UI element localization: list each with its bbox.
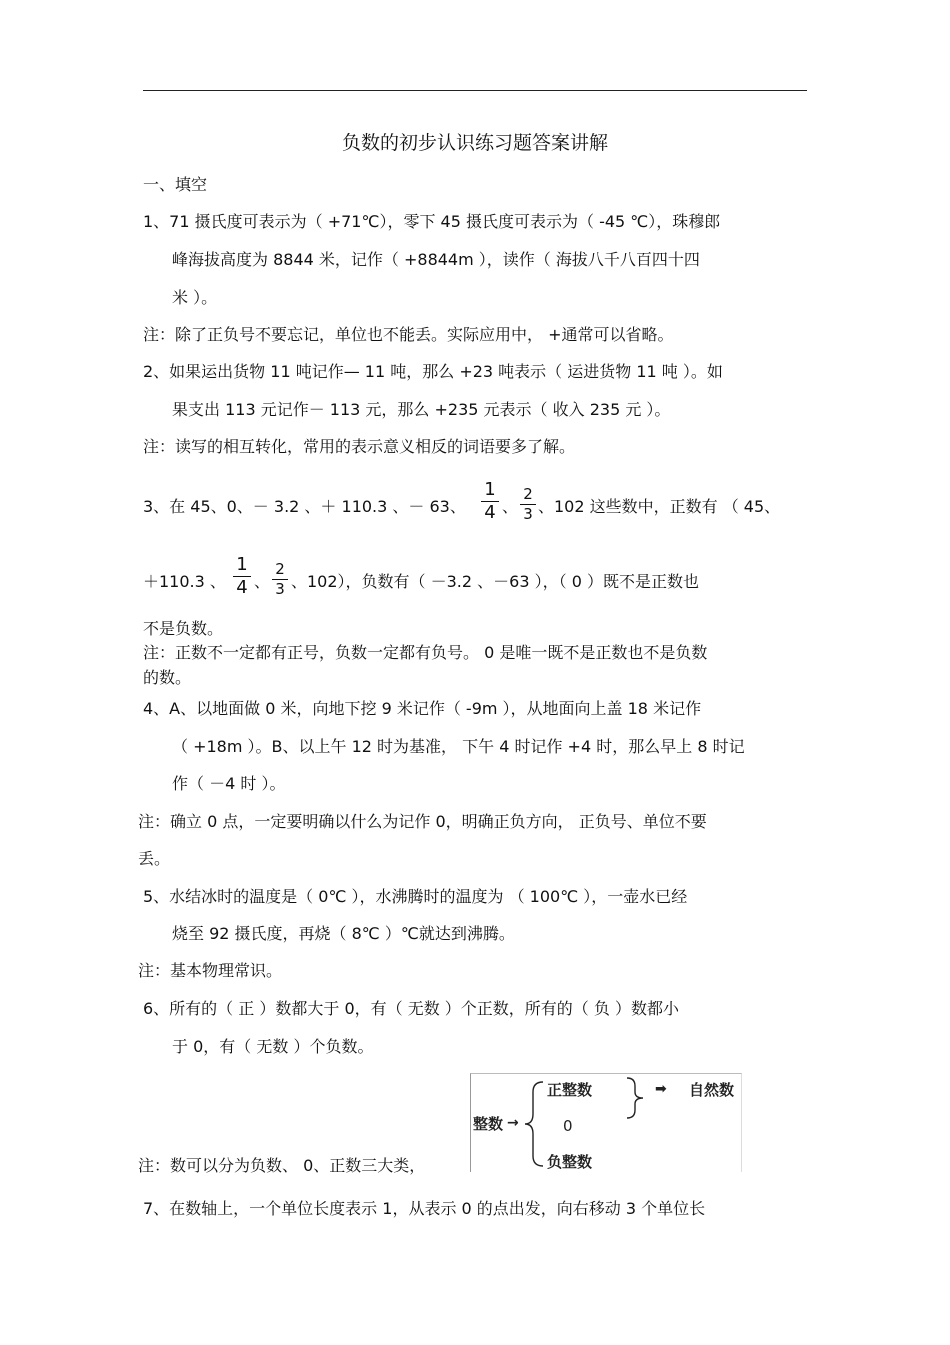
q2-line1: 2、如果运出货物 11 吨记作— 11 吨，那么 +23 吨表示（ 运进货物 11 吨 ）。如: [143, 362, 723, 381]
diagram-positive-integer-label: 正整数: [547, 1081, 593, 1099]
q3-line2-separator: 、: [254, 572, 271, 591]
q5-note: 注：基本物理常识。: [138, 961, 283, 980]
q4-line3: 作（ －4 时 ）。: [172, 774, 286, 793]
fraction-numerator: 2: [275, 560, 285, 578]
q4-note-line2: 丢。: [138, 849, 171, 868]
q1-line1: 1、71 摄氏度可表示为（ +71℃），零下 45 摄氏度可表示为（ -45 ℃），珠穆郎: [143, 212, 721, 231]
section-heading: 一、填空: [143, 175, 208, 194]
fraction-numerator: 2: [523, 485, 533, 503]
q3-line2-part2: 、102），负数有（ －3.2 、－63 ），（ 0 ）既不是正数也: [291, 572, 699, 591]
right-brace-icon: [625, 1076, 645, 1120]
diagram-natural-number-label: 自然数: [689, 1081, 735, 1099]
fraction-numerator: 1: [236, 554, 248, 575]
fraction-denominator: 3: [523, 505, 533, 523]
q5-line1: 5、水结冰时的温度是（ 0℃ ），水沸腾时的温度为 （ 100℃ ），一壶水已经: [143, 887, 688, 906]
heavy-arrow-icon: ➡: [655, 1081, 667, 1097]
q3-line1-part1: 3、在 45、0、－ 3.2 、＋ 110.3 、－ 63、: [143, 497, 466, 516]
q4-line1: 4、A、以地面做 0 米，向地下挖 9 米记作（ -9m ），从地面向上盖 18 米记作: [143, 699, 702, 718]
diagram-negative-integer-label: 负整数: [547, 1153, 593, 1171]
diagram-zero-label: 0: [563, 1117, 573, 1135]
q4-line2: （ +18m ）。B、以上午 12 时为基准， 下午 4 时记作 +4 时，那么早上 8 时记: [172, 737, 745, 756]
q7-line1: 7、在数轴上，一个单位长度表示 1，从表示 0 的点出发，向右移动 3 个单位长: [143, 1199, 706, 1218]
q6-line2: 于 0，有（ 无数 ）个负数。: [172, 1037, 374, 1056]
fraction-numerator: 1: [484, 479, 496, 500]
q3-line1-separator: 、: [502, 497, 519, 516]
q3-note-line1: 注：正数不一定都有正号，负数一定都有负号。 0 是唯一既不是正数也不是负数: [143, 643, 708, 662]
header-rule: [143, 90, 807, 91]
fraction-denominator: 4: [484, 502, 496, 523]
q3-line2-part1: ＋110.3 、: [143, 572, 226, 591]
fraction-denominator: 3: [275, 580, 285, 598]
q6-line1: 6、所有的（ 正 ）数都大于 0，有（ 无数 ）个正数，所有的（ 负 ）数都小: [143, 999, 679, 1018]
fraction-denominator: 4: [236, 577, 248, 598]
q1-note: 注：除了正负号不要忘记，单位也不能丢。实际应用中， +通常可以省略。: [143, 325, 674, 344]
q6-note: 注：数可以分为负数、 0、正数三大类，: [138, 1156, 426, 1175]
fraction-one-quarter: [481, 480, 499, 523]
arrow-right-icon: →: [507, 1115, 519, 1131]
q5-line2: 烧至 92 摄氏度，再烧（ 8℃ ）℃就达到沸腾。: [172, 924, 515, 943]
q2-line2: 果支出 113 元记作－ 113 元，那么 +235 元表示（ 收入 235 元 ）。: [172, 400, 671, 419]
q3-line3: 不是负数。: [143, 619, 224, 638]
q4-note-line1: 注：确立 0 点，一定要明确以什么为记作 0，明确正负方向， 正负号、单位不要: [138, 812, 707, 831]
q2-note: 注：读写的相互转化，常用的表示意义相反的词语要多了解。: [143, 437, 576, 456]
diagram-integer-label: 整数: [473, 1115, 504, 1133]
q1-line2: 峰海拔高度为 8844 米，记作（ +8844m ），读作（ 海拔八千八百四十四: [172, 250, 700, 269]
q1-line3: 米 ）。: [172, 288, 218, 307]
q3-line1-part2: 、102 这些数中，正数有 （ 45、: [538, 497, 781, 516]
page-title: 负数的初步认识练习题答案讲解: [341, 132, 608, 154]
integer-classification-diagram: [470, 1073, 742, 1172]
fraction-two-thirds: [520, 486, 536, 523]
q3-note-line2: 的数。: [143, 668, 192, 687]
fraction-one-quarter: [233, 555, 251, 598]
left-brace-icon: [523, 1080, 545, 1168]
fraction-two-thirds: [272, 561, 288, 598]
